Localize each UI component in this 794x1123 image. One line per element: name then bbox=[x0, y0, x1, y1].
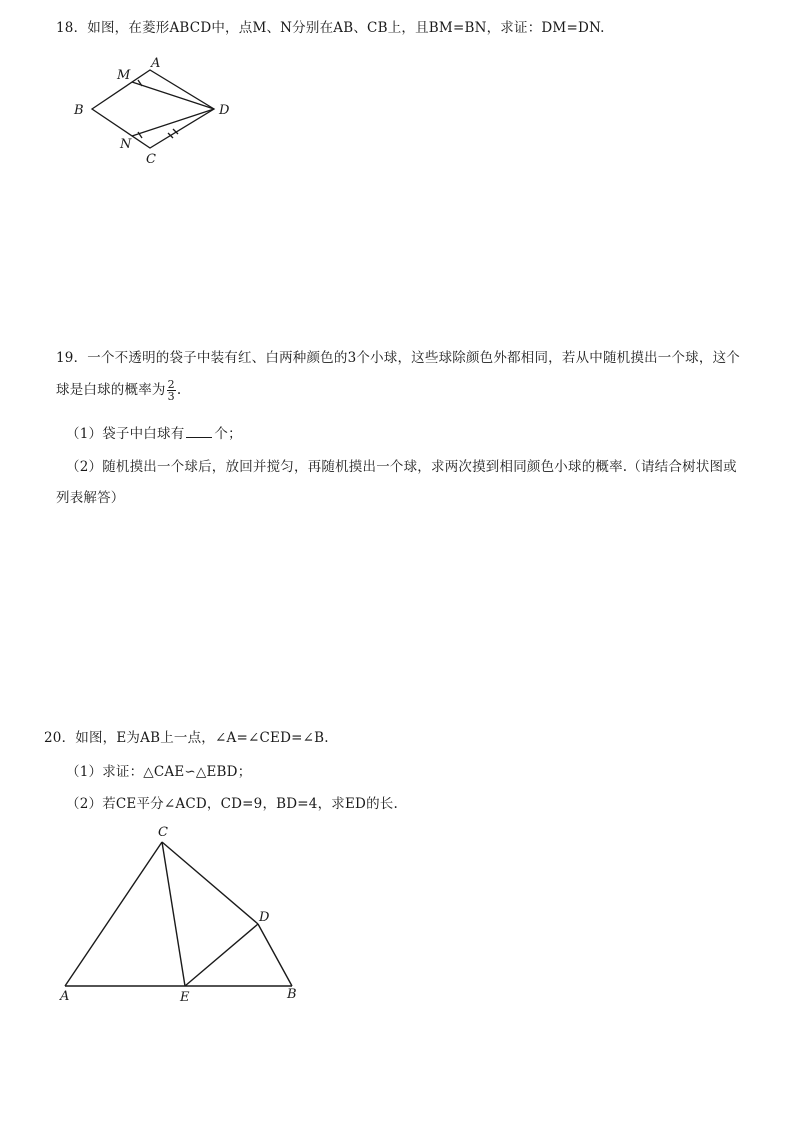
segment-cd bbox=[162, 842, 258, 924]
q19-fraction-denominator: 3 bbox=[167, 390, 175, 403]
q19-fraction-numerator: 2 bbox=[167, 378, 175, 391]
segment-ce bbox=[162, 842, 185, 986]
segment-ed bbox=[185, 924, 258, 986]
q19-prob-suffix: . bbox=[176, 382, 182, 398]
q19-statement-line1: 19．一个不透明的袋子中装有红、白两种颜色的3个小球，这些球除颜色外都相同，若从中随机摸出一个球，这个 bbox=[56, 350, 740, 366]
label-m: M bbox=[117, 68, 131, 83]
label-d: D bbox=[259, 910, 270, 925]
label-a: A bbox=[60, 989, 70, 1004]
label-b: B bbox=[74, 103, 84, 118]
q18-statement: 18．如图，在菱形ABCD中，点M、N分别在AB、CB上，且BM=BN，求证：DM=DN. bbox=[56, 20, 605, 36]
label-a: A bbox=[151, 56, 161, 71]
q19-part1-prefix: （1）袋子中白球有 bbox=[66, 426, 185, 442]
q20-part2: （2）若CE平分∠ACD，CD=9，BD=4，求ED的长. bbox=[66, 796, 398, 812]
label-b: B bbox=[287, 987, 297, 1002]
q19-prob-prefix: 球是白球的概率为 bbox=[56, 382, 166, 398]
segment-ac bbox=[65, 842, 162, 986]
label-c: C bbox=[146, 152, 156, 167]
label-d: D bbox=[219, 103, 230, 118]
q19-part2-line2: 列表解答） bbox=[56, 490, 125, 506]
q19-part1-suffix: 个； bbox=[214, 426, 242, 442]
segment-db bbox=[258, 924, 292, 986]
q20-statement: 20．如图，E为AB上一点，∠A=∠CED=∠B. bbox=[44, 730, 329, 746]
label-c: C bbox=[158, 825, 168, 840]
label-n: N bbox=[120, 137, 132, 152]
q19-part2-line1: （2）随机摸出一个球后，放回并搅匀，再随机摸出一个球，求两次摸到相同颜色小球的概率.（请结合树状图或 bbox=[66, 459, 737, 475]
q20-part1: （1）求证：△CAE∽△EBD； bbox=[66, 764, 252, 780]
label-e: E bbox=[180, 990, 190, 1005]
